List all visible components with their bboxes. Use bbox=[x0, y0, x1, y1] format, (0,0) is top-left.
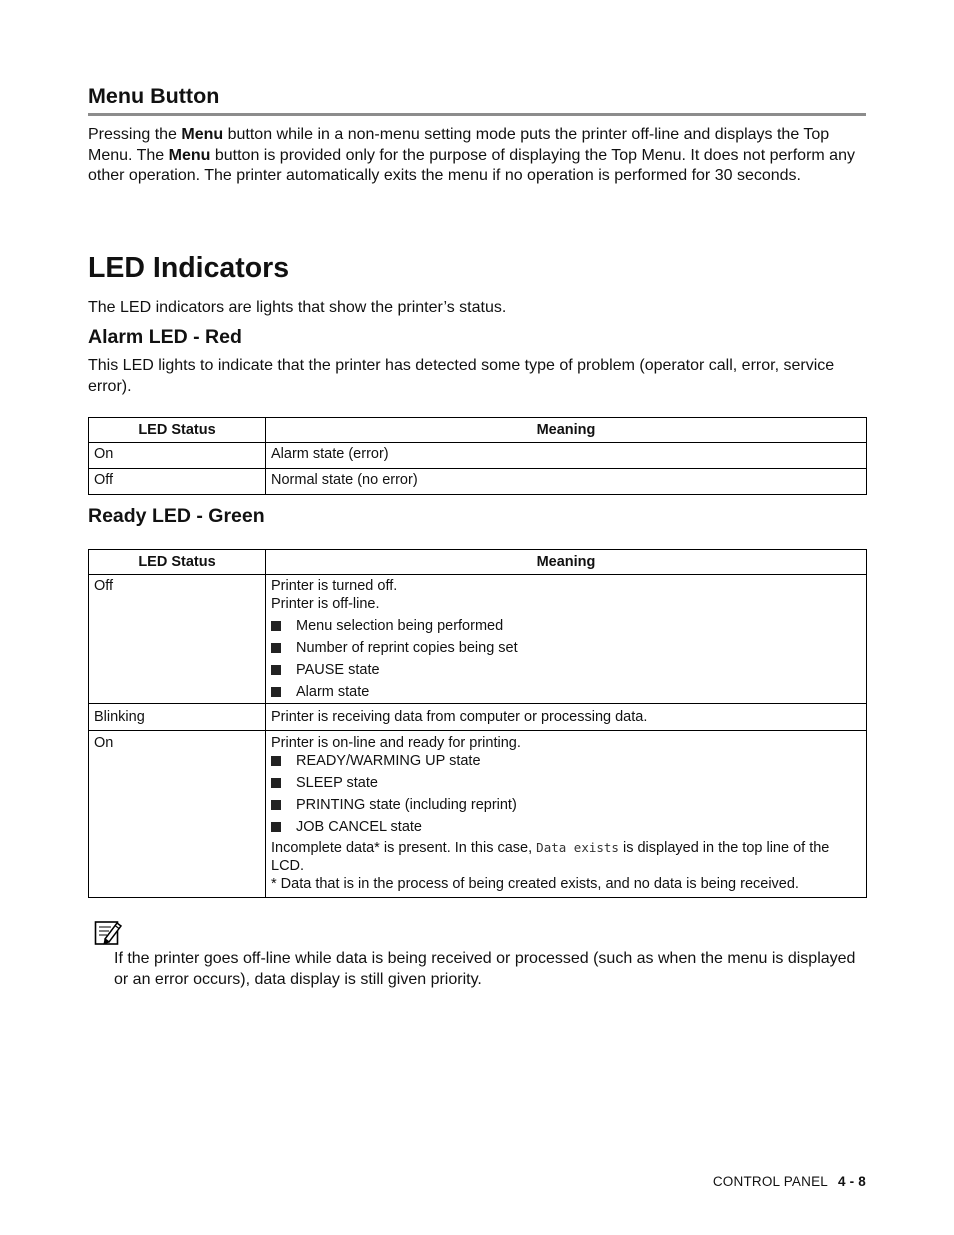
bullet-text: Alarm state bbox=[296, 684, 370, 700]
table-row bbox=[89, 731, 867, 898]
bullet-item bbox=[271, 796, 861, 814]
square-bullet-icon bbox=[271, 621, 281, 631]
square-bullet-icon bbox=[271, 778, 281, 788]
alarm-led-description: This LED lights to indicate that the printer has detected some type of problem (operator call, error, service error). bbox=[88, 357, 835, 395]
page-footer bbox=[713, 1174, 866, 1189]
table-header-row bbox=[89, 550, 867, 575]
meaning-cell bbox=[266, 731, 867, 898]
header-led-status: LED Status bbox=[89, 550, 266, 575]
square-bullet-icon bbox=[271, 665, 281, 675]
status-cell: Off bbox=[89, 469, 266, 495]
table-header-row bbox=[89, 418, 867, 443]
note-text: Incomplete data* is present. In this case, bbox=[271, 840, 537, 856]
alarm-led-heading: Alarm LED - Red bbox=[88, 326, 242, 348]
table-row bbox=[89, 469, 867, 495]
status-cell: Off bbox=[89, 575, 266, 704]
table-row bbox=[89, 443, 867, 469]
status-cell: On bbox=[89, 443, 266, 469]
meaning-line: Printer is turned off. bbox=[271, 578, 398, 594]
meaning-cell: Alarm state (error) bbox=[266, 443, 867, 469]
bullet-text: Menu selection being performed bbox=[296, 618, 504, 634]
meaning-cell: Printer is receiving data from computer or processing data. bbox=[266, 704, 867, 731]
bullet-text: SLEEP state bbox=[296, 775, 378, 791]
para-text: button is provided only for the purpose of displaying the Top Menu. It does not perform any other operation. The printer automatically exits the menu if no operation is performed for 30 seconds. bbox=[88, 146, 855, 184]
meaning-line: Printer is off-line. bbox=[271, 596, 380, 612]
para-text: Pressing the bbox=[88, 126, 182, 143]
bullet-item bbox=[271, 752, 861, 770]
bullet-item bbox=[271, 639, 861, 657]
bullet-text: PRINTING state (including reprint) bbox=[296, 797, 517, 813]
bullet-text: Number of reprint copies being set bbox=[296, 640, 518, 656]
menu-bold: Menu bbox=[181, 126, 224, 143]
led-intro: The LED indicators are lights that show the printer’s status. bbox=[88, 299, 507, 316]
bullet-text: PAUSE state bbox=[296, 662, 380, 678]
meaning-line: Printer is on-line and ready for printing. bbox=[271, 735, 521, 751]
table-row bbox=[89, 704, 867, 731]
bullet-item bbox=[271, 661, 861, 679]
menu-bold: Menu bbox=[168, 146, 211, 164]
status-cell: On bbox=[89, 731, 266, 898]
menu-button-paragraph bbox=[88, 125, 866, 187]
ready-led-table bbox=[88, 549, 867, 898]
status-cell: Blinking bbox=[89, 704, 266, 731]
bullet-item bbox=[271, 617, 861, 635]
header-meaning: Meaning bbox=[266, 550, 867, 575]
ready-led-heading: Ready LED - Green bbox=[88, 505, 265, 527]
note-text: If the printer goes off-line while data is being received or processed (such as when the menu is displayed or an error occurs), data display is still given priority. bbox=[114, 950, 856, 988]
bullet-text: READY/WARMING UP state bbox=[296, 753, 481, 769]
note-pencil-icon bbox=[94, 918, 122, 946]
square-bullet-icon bbox=[271, 800, 281, 810]
bullet-item bbox=[271, 818, 861, 836]
para-text: button while in a non-menu setting mode puts the printer off-line and displays the Top Menu. The bbox=[88, 126, 830, 164]
meaning-cell: Normal state (no error) bbox=[266, 469, 867, 495]
square-bullet-icon bbox=[271, 822, 281, 832]
header-meaning: Meaning bbox=[266, 418, 867, 443]
footer-label: CONTROL PANEL bbox=[712, 1174, 828, 1189]
lcd-message-code: Data exists bbox=[536, 840, 619, 855]
square-bullet-icon bbox=[271, 687, 281, 697]
bullet-item bbox=[271, 683, 861, 701]
square-bullet-icon bbox=[271, 756, 281, 766]
square-bullet-icon bbox=[271, 643, 281, 653]
bullet-text: JOB CANCEL state bbox=[296, 819, 422, 835]
footnote: * Data that is in the process of being created exists, and no data is being received. bbox=[271, 876, 799, 892]
led-indicators-heading: LED Indicators bbox=[88, 252, 290, 284]
alarm-led-table bbox=[88, 417, 867, 495]
page-number: 4 - 8 bbox=[837, 1174, 866, 1189]
meaning-cell bbox=[266, 575, 867, 704]
bullet-item bbox=[271, 774, 861, 792]
note-text: is displayed in the top line of the LCD. bbox=[271, 840, 830, 874]
incomplete-data-note bbox=[271, 839, 861, 875]
table-row bbox=[89, 575, 867, 704]
menu-button-heading: Menu Button bbox=[88, 82, 866, 116]
header-led-status: LED Status bbox=[89, 418, 266, 443]
